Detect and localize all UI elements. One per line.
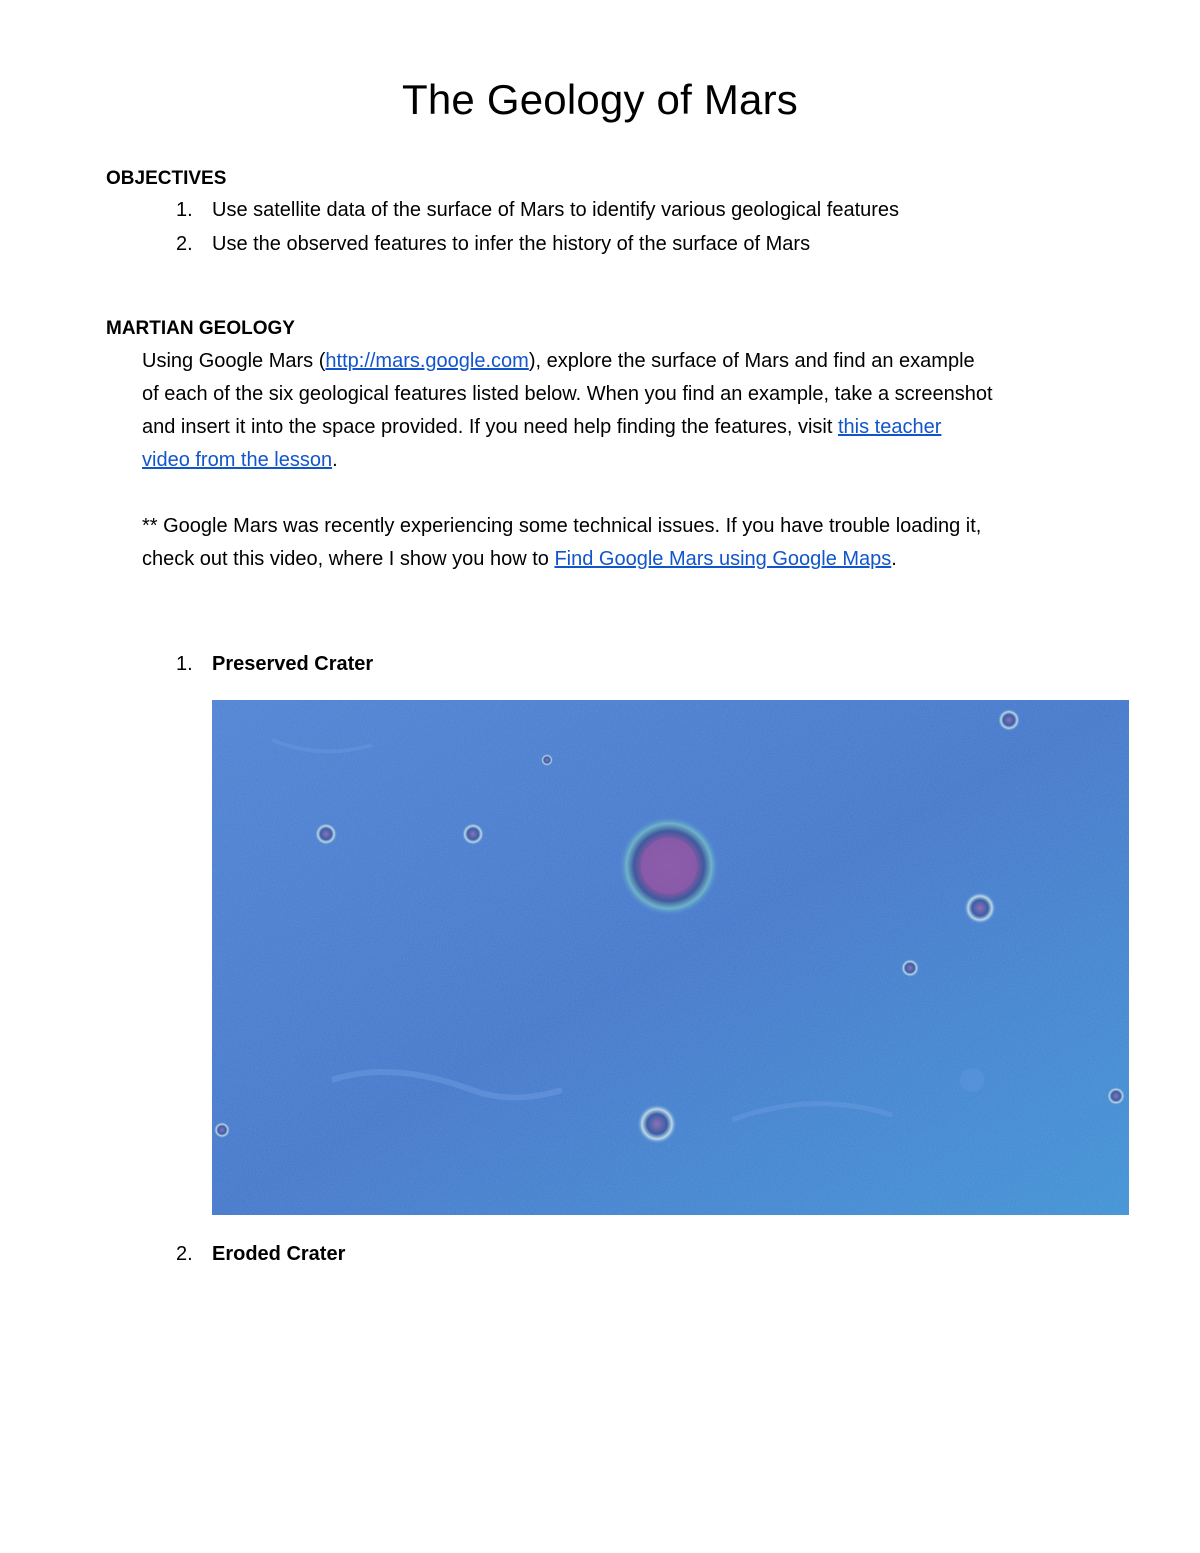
teacher-video-link[interactable]: video from the lesson [142, 449, 333, 471]
small-crater [315, 823, 337, 845]
small-crater [637, 1104, 677, 1144]
objective-number: 1. [176, 199, 193, 221]
paragraph-line [142, 345, 1062, 378]
text-run: check out this video, where I show you how to [142, 548, 555, 570]
page-title: The Geology of Mars [402, 76, 798, 123]
paragraph-line: of each of the six geological features listed below. When you find an example, take a screenshot [142, 383, 993, 405]
crater-floor [641, 838, 697, 894]
feature-number: 1. [176, 653, 193, 675]
feature-number: 2. [176, 1243, 193, 1265]
text-run: ), explore the surface of Mars and find an example [528, 350, 975, 372]
text-run: . [332, 449, 338, 471]
paragraph-line [142, 411, 1062, 444]
teacher-video-link[interactable]: this teacher [838, 416, 942, 438]
small-crater [1107, 1087, 1125, 1105]
google-mars-link[interactable]: http://mars.google.com [325, 350, 529, 372]
objective-text: Use the observed features to infer the history of the surface of Mars [212, 233, 811, 255]
small-crater [960, 1068, 984, 1092]
small-crater [462, 823, 484, 845]
text-run: . [891, 548, 897, 570]
text-run: Using Google Mars ( [142, 350, 326, 372]
small-crater [964, 892, 996, 924]
small-crater [998, 709, 1020, 731]
martian-geology-heading: MARTIAN GEOLOGY [106, 318, 295, 339]
paragraph-line [142, 444, 1062, 477]
feature-name: Preserved Crater [212, 653, 374, 675]
paragraph-line: ** Google Mars was recently experiencing some technical issues. If you have trouble loading it, [142, 515, 982, 537]
small-crater [901, 959, 919, 977]
find-google-mars-link[interactable]: Find Google Mars using Google Maps [554, 548, 892, 570]
feature-name: Eroded Crater [212, 1243, 346, 1265]
text-run: and insert it into the space provided. If you need help finding the features, visit [142, 416, 838, 438]
small-crater [541, 754, 553, 766]
objectives-heading: OBJECTIVES [106, 168, 227, 189]
instructions-paragraph [142, 345, 1062, 477]
objective-number: 2. [176, 233, 193, 255]
small-crater [214, 1122, 230, 1138]
objective-text: Use satellite data of the surface of Mars to identify various geological features [212, 199, 900, 221]
note-paragraph [142, 510, 1062, 576]
preserved-crater-image [212, 700, 1129, 1215]
paragraph-line [142, 543, 1062, 576]
